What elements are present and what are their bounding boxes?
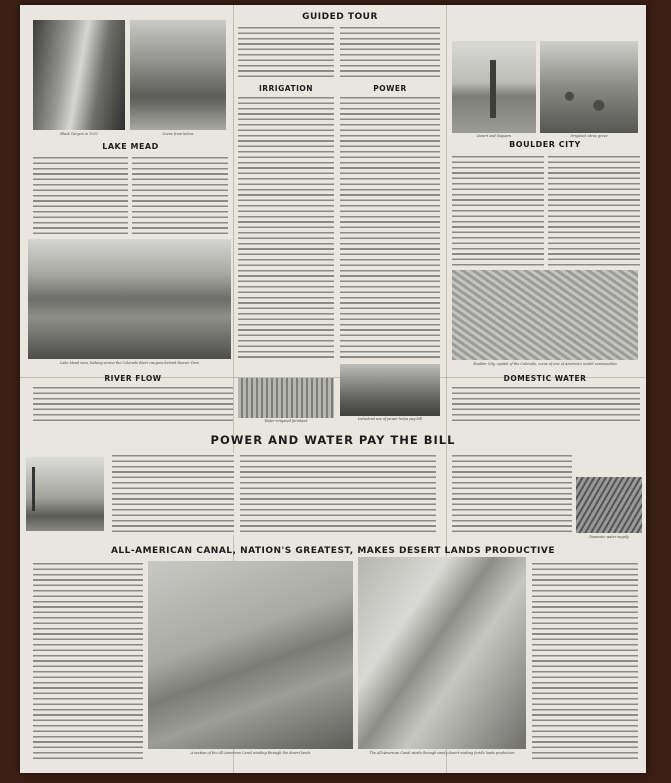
boulder-city-aerial-photo <box>452 270 638 360</box>
lake-mead-caption: Lake Mead view, looking across the Colorado River canyons behind Hoover Dam <box>60 361 199 365</box>
guided-tour-heading: GUIDED TOUR <box>302 12 378 22</box>
lake-mead-photo <box>28 239 231 359</box>
brochure-sheet <box>20 5 646 773</box>
smokestack <box>32 467 35 511</box>
power-summary <box>340 95 440 360</box>
river-flow-heading: RIVER FLOW <box>104 374 162 383</box>
canal-right-caption: The All-American Canal winds through sandy desert making fertile lands productive <box>369 751 515 755</box>
guided-tour-summary <box>238 25 440 79</box>
fields-caption: Water-irrigated farmland <box>264 419 308 423</box>
train-photo <box>576 477 642 533</box>
power-heading: POWER <box>373 84 407 93</box>
power-and-water-heading: POWER AND WATER PAY THE BILL <box>210 433 456 447</box>
fields-photo <box>238 378 334 418</box>
saguaro-shape <box>490 60 496 118</box>
lake-mead-summary <box>33 155 228 235</box>
boulder-city-summary <box>452 154 640 266</box>
citrus-caption: Irrigated citrus grove <box>570 134 608 138</box>
power-water-summary <box>112 453 436 535</box>
boulder-city-heading: BOULDER CITY <box>509 140 581 149</box>
power-water-text-3 <box>452 453 572 535</box>
canal-left-caption: A section of the All-American Canal winding through the desert lands <box>190 751 311 755</box>
desert-caption: Desert and Saguaro <box>476 134 512 138</box>
aerial-city-caption: Boulder City, capital of the Colorado, scene of one of America's model communities <box>473 362 617 366</box>
industrial-plant-photo <box>26 457 104 531</box>
lake-mead-heading: LAKE MEAD <box>102 142 159 151</box>
all-american-summary <box>33 561 143 761</box>
citrus-grove-photo <box>540 41 638 133</box>
river-flow-summary <box>33 385 233 421</box>
train-caption: Domestic water supply <box>589 535 629 539</box>
black-canyon-photo <box>33 20 125 130</box>
canal-left-photo <box>148 561 353 749</box>
industrial-caption: Industrial use of power helps pay bill <box>358 417 422 421</box>
irrigation-heading: IRRIGATION <box>258 84 314 93</box>
dam-caption: Scene from below <box>162 132 194 136</box>
all-american-heading: ALL-AMERICAN CANAL, NATION'S GREATEST, MAKES DESERT LANDS PRODUCTIVE <box>110 546 556 556</box>
industrial-photo <box>340 364 440 416</box>
dam-photo <box>130 20 226 130</box>
irrigation-summary <box>238 95 334 360</box>
all-american-text-2 <box>532 561 638 761</box>
domestic-water-summary <box>452 385 640 421</box>
black-canyon-caption: Black Canyon in 1932 <box>60 132 98 136</box>
domestic-water-heading: DOMESTIC WATER <box>503 374 587 383</box>
canal-right-photo <box>358 557 526 749</box>
